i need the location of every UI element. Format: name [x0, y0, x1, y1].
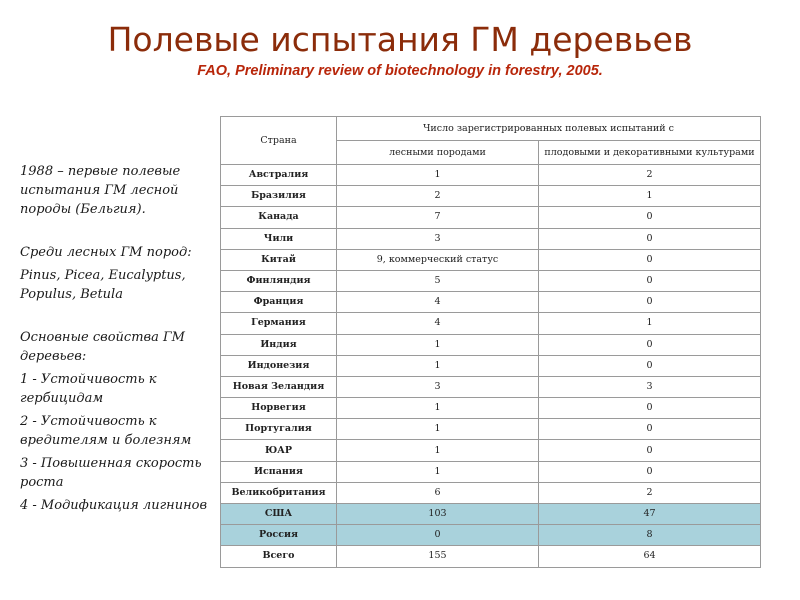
field-trials-table: [220, 116, 761, 568]
intro-paragraph: 1988 – первые полевые испытания ГМ лесной породы (Бельгия).: [20, 164, 181, 217]
cell-forest: 155: [337, 546, 539, 567]
cell-forest: 1: [337, 355, 539, 376]
cell-country: Австралия: [221, 165, 337, 186]
species-list: Pinus, Picea, Eucalyptus, Populus, Betula: [20, 268, 186, 302]
species-heading: Среди лесных ГМ пород:: [20, 245, 192, 260]
header-group: Число зарегистрированных полевых испытаний с: [337, 117, 761, 141]
property-item-4: 4 - Модификация лигнинов: [20, 498, 208, 513]
table-row: [221, 228, 761, 249]
cell-fruit: 1: [539, 186, 761, 207]
table-row: [221, 292, 761, 313]
cell-fruit: 0: [539, 355, 761, 376]
cell-country: Португалия: [221, 419, 337, 440]
table-row: [221, 482, 761, 503]
cell-fruit: 0: [539, 398, 761, 419]
cell-forest: 2: [337, 186, 539, 207]
cell-country: Великобритания: [221, 482, 337, 503]
cell-forest: 1: [337, 165, 539, 186]
cell-fruit: 8: [539, 525, 761, 546]
cell-country: Франция: [221, 292, 337, 313]
table-row: [221, 249, 761, 270]
property-item-3: 3 - Повышенная скорость роста: [20, 456, 202, 490]
table-row: [221, 398, 761, 419]
cell-country: Финляндия: [221, 270, 337, 291]
cell-forest: 1: [337, 440, 539, 461]
table-row: [221, 355, 761, 376]
cell-forest: 1: [337, 334, 539, 355]
table-row: [221, 186, 761, 207]
table-row: [221, 419, 761, 440]
cell-forest: 3: [337, 228, 539, 249]
cell-forest: 7: [337, 207, 539, 228]
cell-fruit: 47: [539, 504, 761, 525]
cell-forest: 1: [337, 419, 539, 440]
cell-fruit: 0: [539, 461, 761, 482]
cell-country: Индия: [221, 334, 337, 355]
cell-fruit: 0: [539, 440, 761, 461]
cell-fruit: 3: [539, 376, 761, 397]
properties-heading: Основные свойства ГМ деревьев:: [20, 330, 185, 364]
property-item-2: 2 - Устойчивость к вредителям и болезням: [20, 414, 192, 448]
table-row: [221, 270, 761, 291]
table-row: [221, 546, 761, 567]
table-row: [221, 165, 761, 186]
property-item-1: 1 - Устойчивость к гербицидам: [20, 372, 157, 406]
table-row: [221, 334, 761, 355]
header-country: Страна: [221, 117, 337, 165]
cell-forest: 5: [337, 270, 539, 291]
cell-country: Китай: [221, 249, 337, 270]
cell-forest: 4: [337, 313, 539, 334]
cell-country: Германия: [221, 313, 337, 334]
cell-forest: 103: [337, 504, 539, 525]
table-row: [221, 376, 761, 397]
cell-forest: 9, коммерческий статус: [337, 249, 539, 270]
cell-country: Новая Зеландия: [221, 376, 337, 397]
cell-country: Норвегия: [221, 398, 337, 419]
cell-forest: 3: [337, 376, 539, 397]
cell-fruit: 64: [539, 546, 761, 567]
cell-fruit: 0: [539, 270, 761, 291]
cell-fruit: 0: [539, 292, 761, 313]
left-text-block: [20, 162, 220, 515]
cell-fruit: 1: [539, 313, 761, 334]
cell-country: Индонезия: [221, 355, 337, 376]
cell-forest: 1: [337, 461, 539, 482]
cell-country: Бразилия: [221, 186, 337, 207]
cell-country: Всего: [221, 546, 337, 567]
slide-title: Полевые испытания ГМ деревьев: [107, 20, 693, 59]
cell-forest: 4: [337, 292, 539, 313]
table-row: [221, 313, 761, 334]
cell-fruit: 0: [539, 334, 761, 355]
cell-fruit: 0: [539, 207, 761, 228]
header-fruit: плодовыми и декоративными культурами: [539, 141, 761, 165]
header-forest: лесными породами: [337, 141, 539, 165]
table-row: [221, 525, 761, 546]
cell-country: ЮАР: [221, 440, 337, 461]
cell-fruit: 2: [539, 165, 761, 186]
cell-country: Канада: [221, 207, 337, 228]
table-row: [221, 440, 761, 461]
cell-fruit: 0: [539, 228, 761, 249]
cell-country: США: [221, 504, 337, 525]
cell-country: Чили: [221, 228, 337, 249]
cell-fruit: 0: [539, 249, 761, 270]
cell-fruit: 0: [539, 419, 761, 440]
cell-country: Испания: [221, 461, 337, 482]
table-row: [221, 504, 761, 525]
cell-forest: 0: [337, 525, 539, 546]
cell-country: Россия: [221, 525, 337, 546]
table-row: [221, 461, 761, 482]
slide-subtitle: FAO, Preliminary review of biotechnology in forestry, 2005.: [197, 63, 603, 79]
table-row: [221, 207, 761, 228]
cell-forest: 6: [337, 482, 539, 503]
cell-fruit: 2: [539, 482, 761, 503]
cell-forest: 1: [337, 398, 539, 419]
